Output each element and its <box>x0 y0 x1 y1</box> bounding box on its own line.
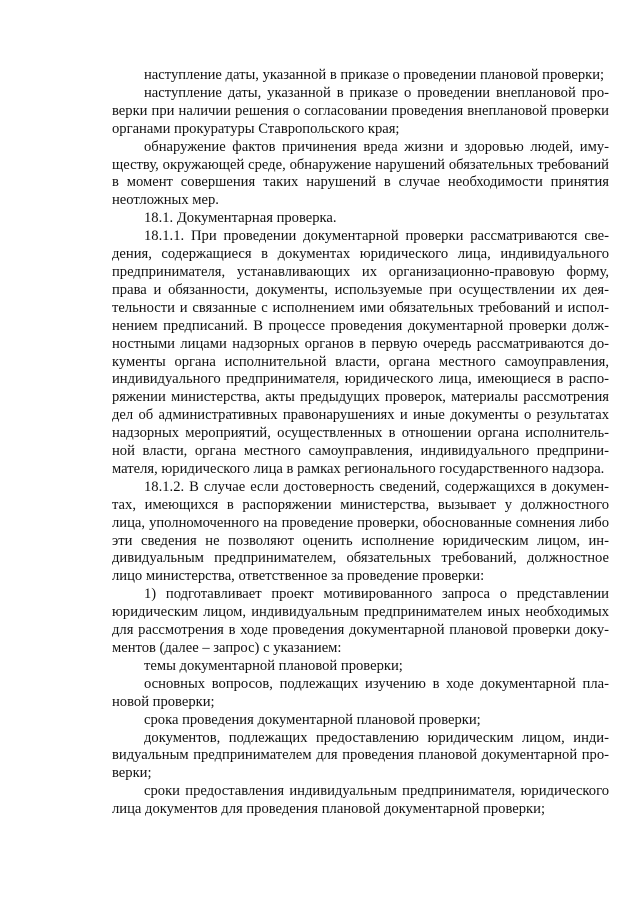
document-page <box>112 67 609 819</box>
list-item: документов, подлежащих предоставлению юридическим лицом, индивидуальным предпринимателем для проведения плановой документарной проверки; <box>112 729 609 782</box>
paragraph: наступление даты, указанной в приказе о проведении плановой проверки; <box>144 67 605 83</box>
list-item: срока проведения документарной плановой проверки; <box>144 711 481 728</box>
paragraph: обнаружение фактов причинения вреда жизни и здоровью людей, имуществу, окружающей среде, обнаружение нарушений обязательных требований в момент совершения таких нарушений в случае необходимости принятия неотложных мер. <box>112 138 609 209</box>
list-item: сроки предоставления индивидуальным предпринимателя, юридического лица документов для проведения плановой документарной проверки; <box>112 783 609 818</box>
list-item: темы документарной плановой проверки; <box>144 657 403 674</box>
list-item: основных вопросов, подлежащих изучению в ходе документарной плановой проверки; <box>112 675 609 710</box>
paragraph: наступление даты, указанной в приказе о проведении внеплановой проверки при наличии решения о согласовании проведения внеплановой проверки органами прокуратуры Ставропольского края; <box>112 84 609 137</box>
paragraph: 18.1.1. При проведении документарной проверки рассматриваются сведения, содержащиеся в документах юридического лица, индивидуального предпринимателя, устанавливающих их организационно-правовую форму, права и обязанности, документы, используемые при осуществлении их деятельности и связанные с исполнением ими обязательных требований и исполнением предписаний. В процессе проведения документарной проверки должностными лицами надзорных органов в первую очередь рассматриваются документы органа исполнительной власти, органа местного самоуправления, индивидуального предпринимателя, юридического лица, имеющиеся в распоряжении министерства, акты предыдущих проверок, материалы рассмотрения дел об административных правонарушениях и иные документы о результатах надзорных мероприятий, осуществленных в отношении органа исполнительной власти, органа местного самоуправления, индивидуального предпринимателя, юридического лица в рамках регионального государственного надзора. <box>112 228 609 477</box>
paragraph: 1) подготавливает проект мотивированного запроса о представлении юридическим лицом, индивидуальным предпринимателем иных необходимых для рассмотрения в ходе проведения документарной плановой проверки документов (далее – запрос) с указанием: <box>112 586 609 656</box>
paragraph: 18.1.2. В случае если достоверность сведений, содержащихся в документах, имеющихся в распоряжении министерства, вызывает у должностного лица, уполномоченного на проведение проверки, обоснованные сомнения либо эти сведения не позволяют оценить исполнение юридическим лицом, индивидуальным предпринимателем, обязательных требований, должностное лицо министерства, ответственное за проведение проверки: <box>112 478 609 585</box>
section-heading: 18.1. Документарная проверка. <box>144 210 337 227</box>
